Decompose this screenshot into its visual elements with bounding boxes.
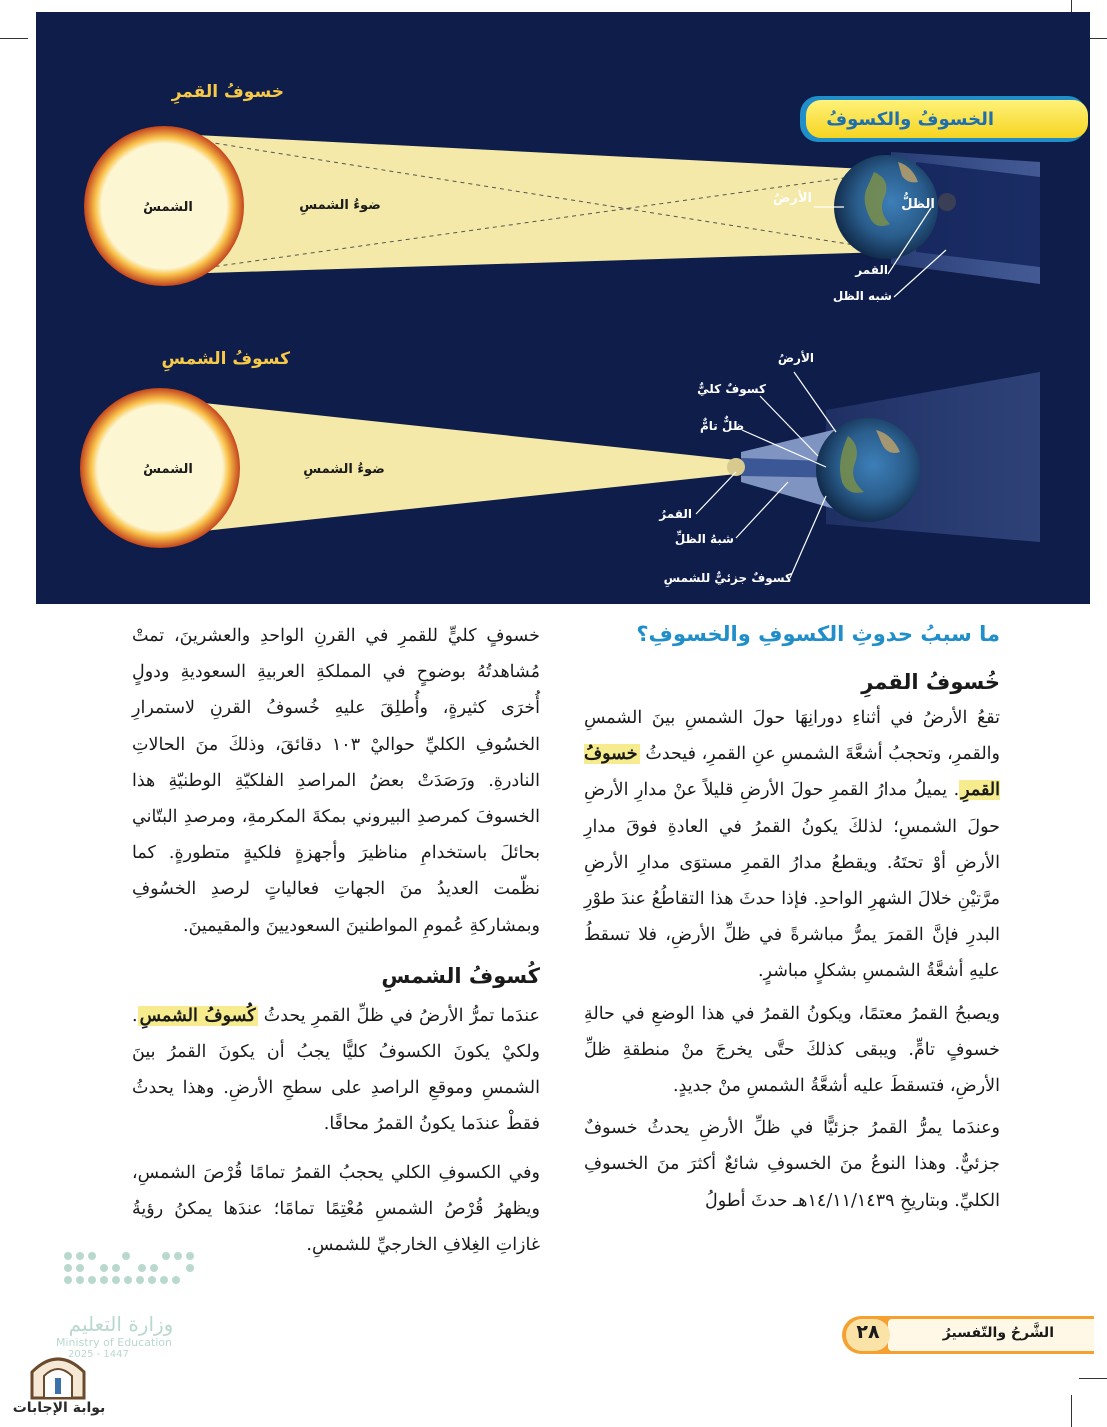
lunar-eclipse-paragraph-1: تقعُ الأرضُ في أثناءِ دورانِهَا حولَ الشمسِ بينَ الشمسِ والقمرِ، وتحجبُ أشعَّةَ الشمسِ عنِ القمرِ، فيحدثُ خسوفُ القمرِ. يميلُ مدارُ القمرِ حولَ الأرضِ قليلاً عنْ مدارِ الأرضِ حولَ الشمسِ؛ لذلكَ يكونُ القمرُ في العادةِ فوقَ مدارِ الأرضِ أوْ تحتَهُ. ويقطعُ مدارُ القمرِ مستوَى مدارِ الأرضِ مرَّتيْنِ خلالَ الشهرِ الواحدِ. فإذا حدثَ هذا التقاطُعُ عندَ طوْرِ البدرِ فإنَّ القمرَ يمرُّ مباشرةً في ظلِّ الأرضِ، فلا تسقطُ عليهِ أشعَّةُ الشمسِ بشكلٍ مباشرٍ. xyxy=(584,708,1000,982)
moon-disc xyxy=(938,193,956,211)
century-eclipse-paragraph: خسوفٍ كليٍّ للقمرِ في القرنِ الواحدِ والعشرينَ، تمتْ مُشاهدتُهُ بوضوحٍ في المملكةِ العربيةِ السعوديةِ ودولٍ أُخرَى كثيرةٍ، وأُطلِقَ عليهِ خُسوفُ القرنِ لاستمرارِ الخسُوفِ الكليِّ حواليْ ١٠٣ دقائقَ، وذلكَ منَ الحالاتِ النادرةِ. ورَصَدَتْ بعضُ المراصدِ الفلكيّةِ الوطنيّةِ هذا الخسوفَ كمرصدِ البيروني بمكةَ المكرمةِ، ومرصدِ البتّاني بحائلَ باستخدامِ مناظيرَ وأجهزةٍ فلكيةٍ متطورةٍ. كما نظّمت العديدُ منَ الجهاتِ فعالياتٍ لرصدِ الخسُوفِ وبمشاركةِ عُمومِ المواطنينَ السعوديينَ والمقيمينَ. xyxy=(132,626,540,936)
ministry-name-en: Ministry of Education xyxy=(56,1336,173,1349)
ministry-dots-logo xyxy=(56,1248,206,1288)
solar-umbra-label: ظلٌّ تامٌّ xyxy=(700,419,744,433)
lunar-moon-label: القمر xyxy=(855,263,888,277)
section-question-heading: ما سببُ حدوثِ الكسوفِ والخسوفِ؟ xyxy=(636,622,1000,646)
solar-earth-label: الأرضُ xyxy=(777,351,814,365)
solar-eclipse-paragraph-2: وفي الكسوفِ الكلي يحجبُ القمرُ تمامًا قُرْصَ الشمسِ، ويظهرُ قُرْصُ الشمسِ مُعْتِمًا تمامًا؛ عندَها يمكنُ رؤيةُ غازاتِ الغِلافِ الخارجيِّ للشمسِ. xyxy=(132,1162,540,1256)
solar-partial-eclipse-label: كسوفٌ جزئيٌّ للشمسِ xyxy=(663,571,792,585)
solar-total-eclipse-label: كسوفٌ كليٌّ xyxy=(697,382,766,396)
solar-sunlight-label: ضوءُ الشمسِ xyxy=(303,462,385,477)
lunar-eclipse-paragraph-2: ويصبحُ القمرُ معتمًا، ويكونُ القمرُ في هذا الوضعِ في حالةِ خسوفٍ تامٍّ. ويبقى كذلكَ حتَّى يخرجَ منْ منطقةِ ظلِّ الأرضِ، فتسقطَ عليه أشعَّةُ الشمسِ منْ جديدٍ. xyxy=(584,1003,1000,1097)
page-footer xyxy=(842,1316,1094,1354)
earth-globe-solar xyxy=(816,418,920,522)
page-number: ٢٨ xyxy=(856,1321,880,1343)
ministry-year: 2025 - 1447 xyxy=(68,1349,129,1360)
site-logo xyxy=(4,1350,114,1422)
section-badge xyxy=(800,96,1088,142)
solar-sun-label: الشمسُ xyxy=(143,462,193,477)
key-term-lunar-eclipse: خسوفُ القمرِ xyxy=(584,744,1000,801)
site-name: بوابة الإجابات xyxy=(12,1400,106,1416)
lunar-sunlight-label: ضوءُ الشمسِ xyxy=(299,198,381,213)
lunar-sun-label: الشمسُ xyxy=(143,200,193,215)
lunar-eclipse-title: خسوفُ القمرِ xyxy=(171,82,284,102)
solar-penumbra-label: شبهُ الظلِّ xyxy=(674,532,734,546)
solar-eclipse-paragraph-1: عندَما تمرُّ الأرضُ في ظلِّ القمرِ يحدثُ كُسوفُ الشمسِ. ولكيْ يكونَ الكسوفُ كليًّا يجبُ أن يكونَ القمرُ بينَ الشمسِ وموقعِ الراصدِ على سطحِ الأرضِ. وهذا يحدثُ فقطْ عندَما يكونُ القمرُ محاقًا. xyxy=(132,1005,540,1135)
badge-title: الخسوفُ والكسوفُ xyxy=(826,109,994,130)
lunar-eclipse-subheading: خُسوفُ القمرِ xyxy=(861,670,1000,694)
left-text-column xyxy=(132,618,540,1269)
footer-section-title: الشَّرحُ والتّفسيرُ xyxy=(942,1325,1054,1341)
lunar-earth-label: الأرضُ xyxy=(772,191,812,206)
right-text-column xyxy=(584,620,1000,1225)
solar-eclipse-title: كسوفُ الشمسِ xyxy=(161,349,290,369)
solar-moon-label: القمرُ xyxy=(659,507,692,521)
lunar-eclipse-paragraph-3: وعندَما يمرُّ القمرُ جزئيًّا في ظلِّ الأرضِ يحدثُ خسوفٌ جزئيٌّ. وهذا النوعُ منَ الخسوفِ شائعٌ أكثرَ منَ الخسوفِ الكليِّ. وبتاريخِ ١٤/١١/١٤٣٩هـ حدثَ أطولُ xyxy=(584,1118,1000,1211)
lunar-umbra-label: الظلُّ xyxy=(901,197,935,212)
eclipse-diagram xyxy=(36,12,1090,604)
mosque-icon xyxy=(26,1350,90,1400)
moon-disc-solar xyxy=(727,458,745,476)
solar-eclipse-subheading: كُسوفُ الشمسِ xyxy=(381,963,540,988)
lunar-penumbra-label: شبه الظل xyxy=(832,289,892,303)
ministry-name-ar: وزارة التعليم xyxy=(68,1312,174,1336)
key-term-solar-eclipse: كُسوفُ الشمسِ xyxy=(139,1005,256,1026)
